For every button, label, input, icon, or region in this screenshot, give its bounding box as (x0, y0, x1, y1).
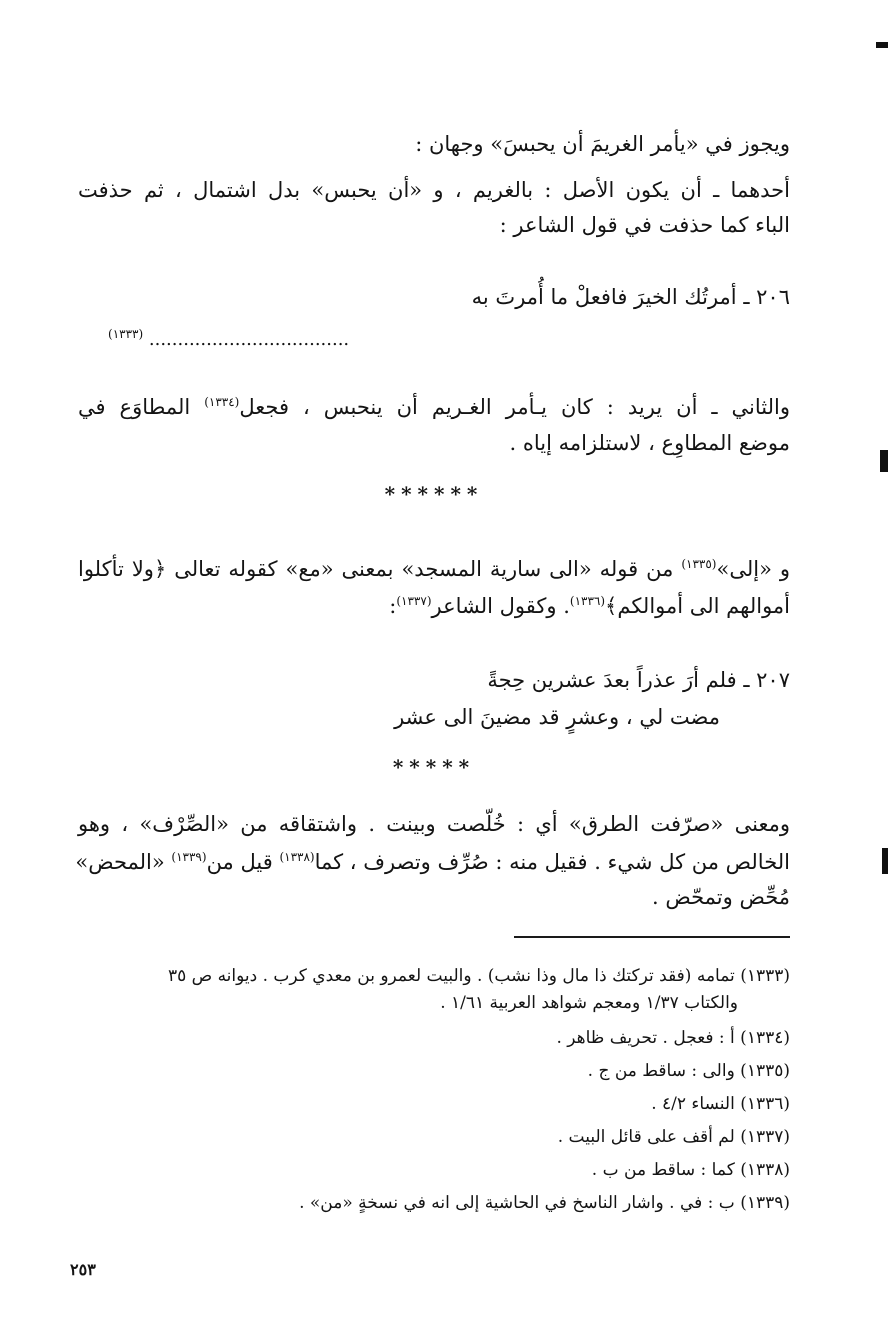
footnote-ref-1338: (١٣٣٨) (279, 850, 315, 864)
section-separator: ***** (392, 755, 476, 779)
book-page (75, 0, 791, 1339)
verse-206: ٢٠٦ ـ أمرتُك الخيرَ فافعلْ ما أُمرتَ به (471, 285, 790, 309)
verse-206-ellipsis: $^{(١٣٣٣)}$ ................................... (108, 327, 350, 350)
footnote-1336: (١٣٣٦) النساء ٤/٢ . (651, 1094, 790, 1114)
body-line: موضع المطاوِع ، لاستلزامه إياه . (509, 431, 790, 455)
footnote-ref-1337: (١٣٣٧) (396, 594, 432, 608)
scan-edge-mark (882, 848, 888, 874)
footnote-1339: (١٣٣٩) ب : في . واشار الناسخ في الحاشية إلى انه في نسخةٍ «من» . (299, 1193, 790, 1213)
body-line: مُحِّض وتمحّض . (652, 885, 790, 909)
body-line: ويجوز في «يأمر الغريمَ أن يحبسَ» وجهان : (415, 132, 790, 156)
footnote-separator (514, 936, 790, 938)
body-line: ومعنى «صرّفت الطرق» أي : خُلّصت وبينت . واشتقاقه من «الصِّرْف» ، وهو (78, 812, 790, 836)
body-line: والثاني ـ أن يريد : كان يـأمر الغـريم أن ينحبس ، فجعل$^{(١٣٣٤)}$ المطاوَع في (78, 395, 791, 419)
footnote-ref-1334: (١٣٣٤) (204, 395, 240, 409)
footnote-ref-1333: (١٣٣٣) (108, 327, 144, 341)
body-line: أموالهم الى أموالكم﴾$^{(١٣٣٦)}$. وكقول الشاعر$^{(١٣٣٧)}$: (389, 594, 790, 618)
footnote-1335: (١٣٣٥) والى : ساقط من ج . (587, 1061, 790, 1081)
footnote-ref-1336: (١٣٣٦) (569, 594, 606, 608)
body-line: الخالص من كل شيء . فقيل منه : صُرِّف وتصرف ، كما$^{(١٣٣٨)}$ قيل من$^{(١٣٣٩)}$ «المحض» (75, 850, 790, 874)
body-line: الباء كما حذفت في قول الشاعر : (499, 213, 790, 237)
scan-edge-mark (880, 450, 888, 472)
body-line: أحدهما ـ أن يكون الأصل : بالغريم ، و «أن يحبس» بدل اشتمال ، ثم حذفت (78, 178, 790, 202)
section-separator: ****** (384, 482, 484, 506)
footnote-1338: (١٣٣٨) كما : ساقط من ب . (591, 1160, 790, 1180)
body-line: و «إلى»$^{(١٣٣٥)}$ من قوله «الى سارية المسجد» بمعنى «مع» كقوله تعالى ﴿ولا تأكلوا (78, 557, 791, 581)
footnote-1334: (١٣٣٤) أ : فعجل . تحريف ظاهر . (556, 1028, 790, 1048)
verse-207-first-hemistich: ٢٠٧ ـ فلم أرَ عذراً بعدَ عشرين حِجةً (487, 668, 790, 692)
verse-207-second-hemistich: مضت لي ، وعشرٍ قد مضينَ الى عشر (394, 705, 720, 729)
footnote-1333: (١٣٣٣) تمامه (فقد تركتك ذا مال وذا نشب) . والبيت لعمرو بن معدي كرب . ديوانه ص ٣٥ (167, 966, 790, 986)
footnote-1333-continued: والكتاب ١/٣٧ ومعجم شواهد العربية ١/٦١ . (440, 993, 738, 1013)
footnote-1337: (١٣٣٧) لم أقف على قائل البيت . (557, 1127, 790, 1147)
footnote-ref-1339: (١٣٣٩) (171, 850, 207, 864)
footnote-ref-1335: (١٣٣٥) (681, 557, 717, 571)
scan-edge-mark (876, 42, 888, 48)
page-number: ٢٥٣ (70, 1260, 96, 1279)
